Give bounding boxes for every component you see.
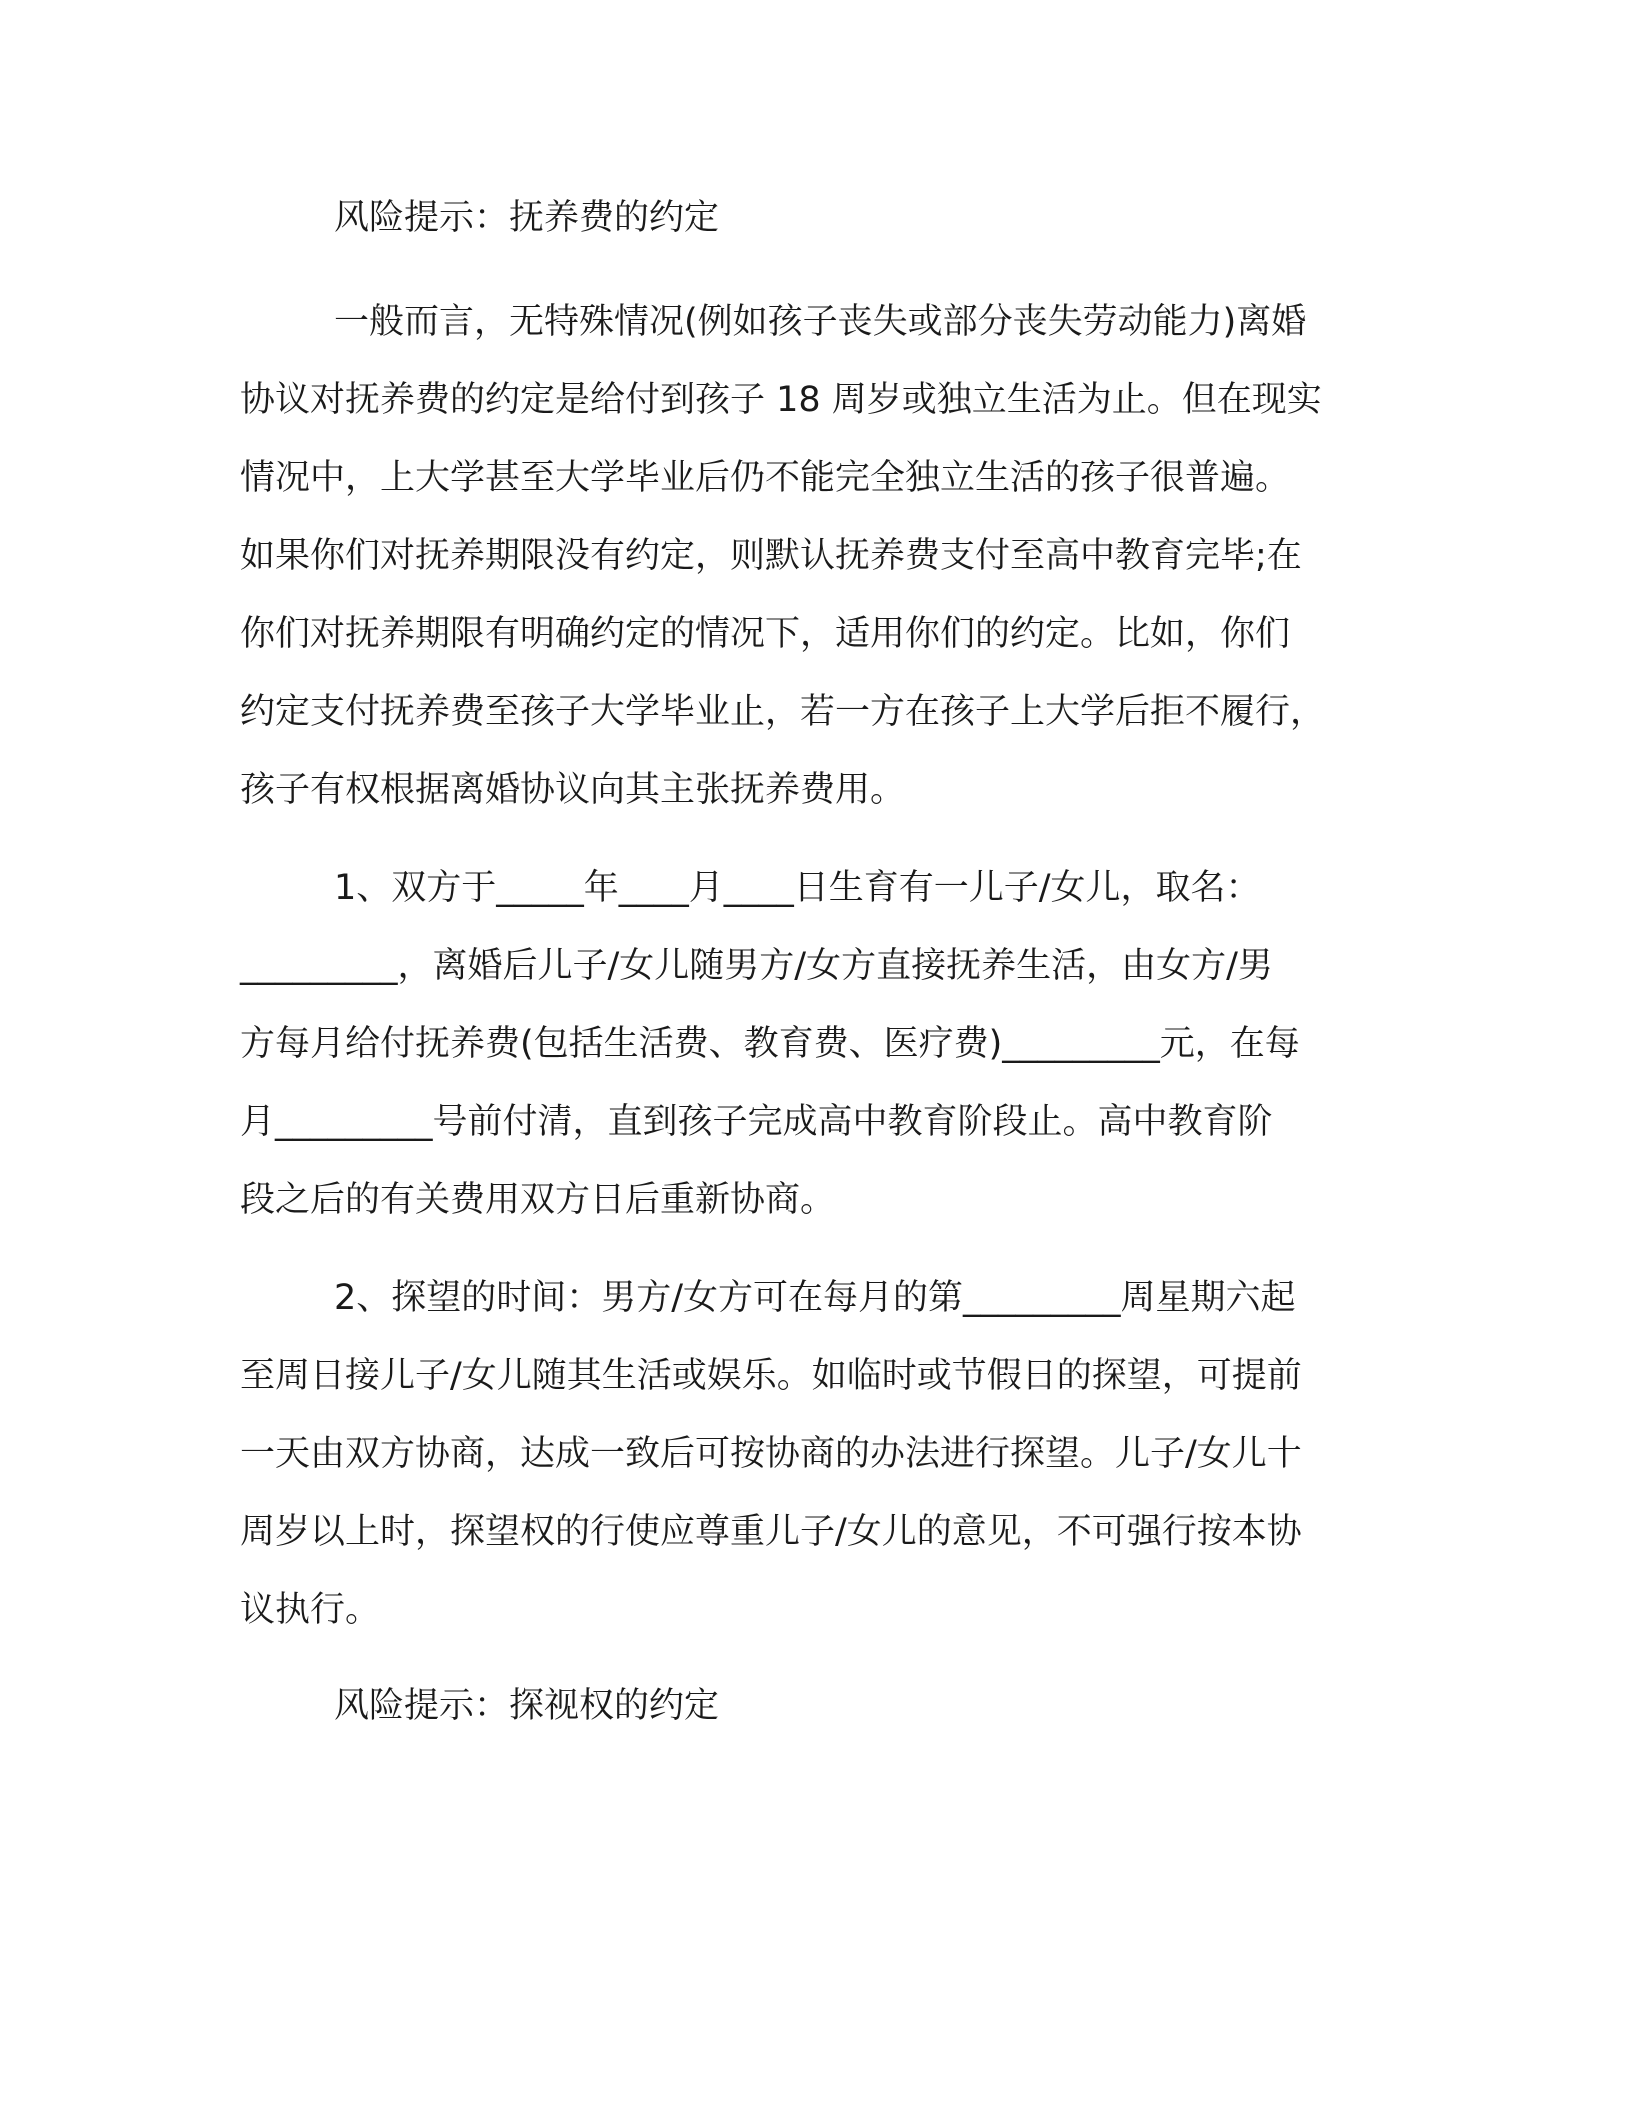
text-line: 2、探望的时间：男方/女方可在每月的第_________周星期六起	[334, 1278, 1296, 1318]
text-line: 月_________号前付清，直到孩子完成高中教育阶段止。高中教育阶	[240, 1102, 1273, 1142]
text-line: 一天由双方协商，达成一致后可按协商的办法进行探望。儿子/女儿十	[240, 1434, 1302, 1474]
text-line: 方每月给付抚养费(包括生活费、教育费、医疗费)_________元，在每	[240, 1024, 1300, 1064]
text-line: 约定支付抚养费至孩子大学毕业止，若一方在孩子上大学后拒不履行，	[240, 692, 1326, 732]
text-line: 议执行。	[240, 1590, 381, 1630]
section-heading-visitation: 风险提示：探视权的约定	[334, 1686, 720, 1726]
text-line: 你们对抚养期限有明确约定的情况下，适用你们的约定。比如，你们	[240, 614, 1291, 654]
text-line: 协议对抚养费的约定是给付到孩子 18 周岁或独立生活为止。但在现实	[240, 380, 1322, 420]
clause-2-visitation	[240, 1259, 1380, 1649]
text-line: 一般而言，无特殊情况(例如孩子丧失或部分丧失劳动能力)离婚	[334, 302, 1307, 342]
paragraph-child-support-explanation	[240, 283, 1380, 829]
text-line: 情况中，上大学甚至大学毕业后仍不能完全独立生活的孩子很普遍。	[240, 458, 1291, 498]
text-line: 1、双方于_____年____月____日生育有一儿子/女儿，取名：	[334, 868, 1261, 908]
clause-1-child-support	[240, 849, 1380, 1239]
section-heading-child-support: 风险提示：抚养费的约定	[334, 198, 720, 238]
text-line: 如果你们对抚养期限没有约定，则默认抚养费支付至高中教育完毕;在	[240, 536, 1302, 576]
text-line: 周岁以上时，探望权的行使应尊重儿子/女儿的意见，不可强行按本协	[240, 1512, 1302, 1552]
text-line: 至周日接儿子/女儿随其生活或娱乐。如临时或节假日的探望，可提前	[240, 1356, 1302, 1396]
text-line: _________，离婚后儿子/女儿随男方/女方直接抚养生活，由女方/男	[240, 946, 1273, 986]
text-line: 段之后的有关费用双方日后重新协商。	[240, 1180, 836, 1220]
text-line: 孩子有权根据离婚协议向其主张抚养费用。	[240, 770, 906, 810]
